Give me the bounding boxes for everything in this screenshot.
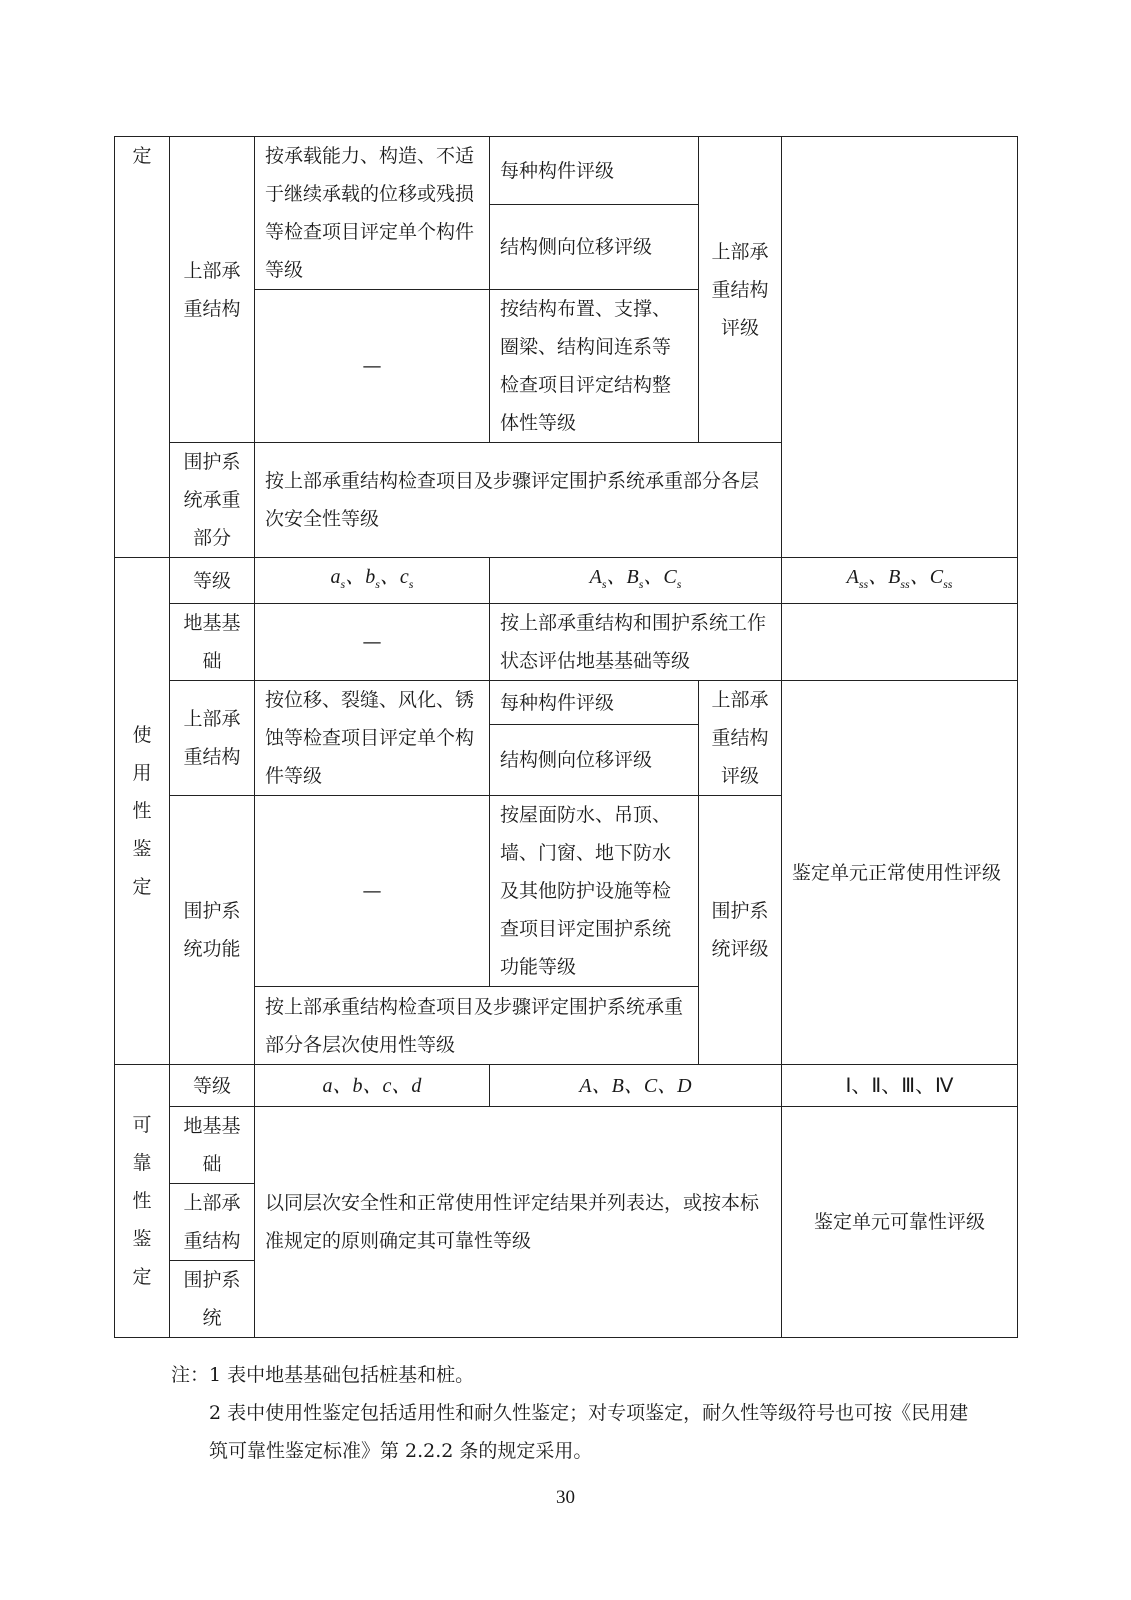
reliability-grade-label: 等级 [170, 1065, 255, 1107]
service-enclosure-function-label: 围护系统功能 [170, 796, 255, 1065]
reliability-superstructure-label: 上部承重结构 [170, 1184, 255, 1261]
service-enclosure-rating: 围护系统评级 [699, 796, 782, 1065]
reliability-foundation-label: 地基基础 [170, 1107, 255, 1184]
safety-dash: — [255, 290, 490, 443]
service-enclosure-method: 按屋面防水、吊顶、墙、门窗、地下防水及其他防护设施等检查项目评定围护系统功能等级 [490, 796, 699, 987]
safety-superstructure-label: 上部承重结构 [170, 137, 255, 443]
service-foundation-text: 按上部承重结构和围护系统工作状态评估地基基础等级 [490, 604, 782, 681]
reliability-method: 以同层次安全性和正常使用性评定结果并列表达，或按本标准规定的原则确定其可靠性等级 [255, 1107, 782, 1338]
table-notes [171, 1356, 971, 1470]
service-foundation-blank [782, 604, 1018, 681]
safety-integrity: 按结构布置、支撑、圈梁、结构间连系等检查项目评定结构整体性等级 [490, 290, 699, 443]
safety-enclosure-label: 围护系统承重部分 [170, 443, 255, 558]
service-section-label: 使用性鉴定 [115, 558, 170, 1065]
service-grades-system: $A_s$、$B_s$、$C_s$ [490, 558, 782, 604]
service-foundation-dash: — [255, 604, 490, 681]
safety-super-rating: 上部承重结构评级 [699, 137, 782, 443]
service-foundation-label: 地基基础 [170, 604, 255, 681]
safety-unit-blank [782, 137, 1018, 558]
safety-section-label: 定 [115, 137, 170, 558]
safety-lateral-disp: 结构侧向位移评级 [490, 205, 699, 290]
reliability-unit-rating: 鉴定单元可靠性评级 [782, 1107, 1018, 1338]
service-lateral-disp: 结构侧向位移评级 [490, 725, 699, 796]
service-each-member: 每种构件评级 [490, 681, 699, 725]
service-grade-label: 等级 [170, 558, 255, 604]
note-2: 2 表中使用性鉴定包括适用性和耐久性鉴定；对专项鉴定，耐久性等级符号也可按《民用建筑可靠性鉴定标准》第 2.2.2 条的规定采用。 [209, 1402, 969, 1462]
page-number: 30 [556, 1487, 575, 1508]
service-grades-unit: $A_{ss}$、$B_{ss}$、$C_{ss}$ [782, 558, 1018, 604]
reliability-grades-member: a、b、c、d [255, 1065, 490, 1107]
reliability-enclosure-label: 围护系统 [170, 1261, 255, 1338]
note-1: 注：1 表中地基基础包括桩基和桩。 [171, 1364, 475, 1386]
appraisal-hierarchy-table [114, 136, 1018, 1338]
service-unit-rating: 鉴定单元正常使用性评级 [782, 681, 1018, 1065]
reliability-section-label: 可靠性鉴定 [115, 1065, 170, 1338]
service-super-rating: 上部承重结构评级 [699, 681, 782, 796]
safety-each-member: 每种构件评级 [490, 137, 699, 205]
service-enclosure-bearing: 按上部承重结构检查项目及步骤评定围护系统承重部分各层次使用性等级 [255, 987, 699, 1065]
reliability-grades-unit: Ⅰ、Ⅱ、Ⅲ、Ⅳ [782, 1065, 1018, 1107]
service-member-method: 按位移、裂缝、风化、锈蚀等检查项目评定单个构件等级 [255, 681, 490, 796]
reliability-grades-system: A、B、C、D [490, 1065, 782, 1107]
service-enclosure-dash: — [255, 796, 490, 987]
service-superstructure-label: 上部承重结构 [170, 681, 255, 796]
safety-enclosure-text: 按上部承重结构检查项目及步骤评定围护系统承重部分各层次安全性等级 [255, 443, 782, 558]
service-grades-member: $a_s$、$b_s$、$c_s$ [255, 558, 490, 604]
safety-member-method: 按承载能力、构造、不适于继续承载的位移或残损等检查项目评定单个构件等级 [255, 137, 490, 290]
